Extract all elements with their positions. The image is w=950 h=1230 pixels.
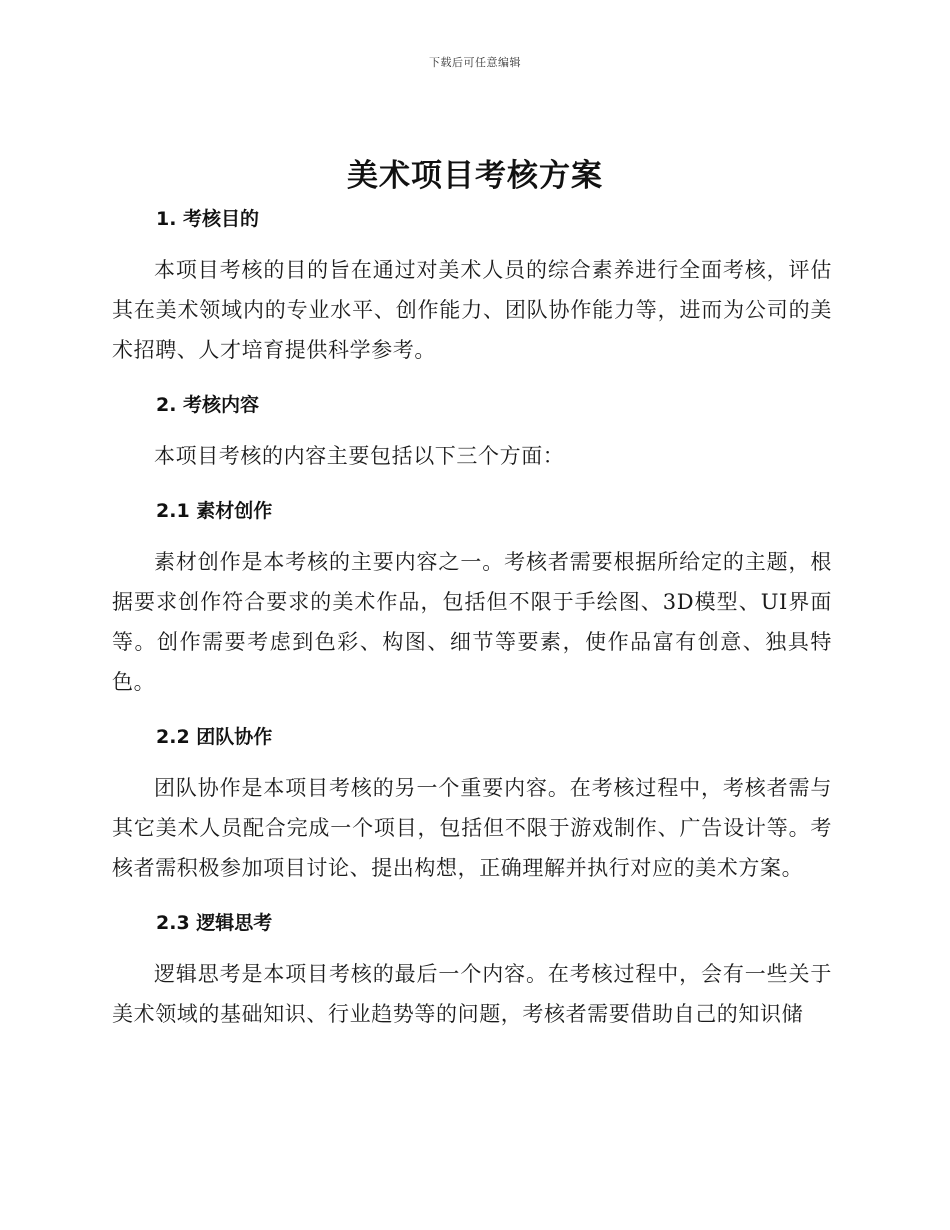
section-paragraph-material-creation: 素材创作是本考核的主要内容之一。考核者需要根据所给定的主题，根据要求创作符合要求的美术作品，包括但不限于手绘图、3D模型、UI界面等。创作需要考虑到色彩、构图、细节等要素，使作品富有创意、独具特色。 [112,550,832,694]
document-title: 美术项目考核方案 [347,158,603,194]
header-note: 下载后可任意编辑 [429,56,521,69]
section-paragraph-objective: 本项目考核的目的旨在通过对美术人员的综合素养进行全面考核，评估其在美术领域内的专业水平、创作能力、团队协作能力等，进而为公司的美术招聘、人才培育提供科学参考。 [112,258,832,362]
section-heading-teamwork: 2.2 团队协作 [156,726,273,748]
section-heading-content: 2. 考核内容 [156,394,260,416]
section-paragraph-logical-thinking: 逻辑思考是本项目考核的最后一个内容。在考核过程中，会有一些关于美术领域的基础知识、行业趋势等的问题，考核者需要借助自己的知识储 [112,962,832,1026]
section-paragraph-content: 本项目考核的内容主要包括以下三个方面： [154,444,565,468]
section-heading-objective: 1. 考核目的 [156,208,260,230]
section-paragraph-teamwork: 团队协作是本项目考核的另一个重要内容。在考核过程中，考核者需与其它美术人员配合完成一个项目，包括但不限于游戏制作、广告设计等。考核者需积极参加项目讨论、提出构想，正确理解并执行对应的美术方案。 [112,776,832,880]
section-heading-material-creation: 2.1 素材创作 [156,500,273,522]
document-body [112,200,832,1034]
section-heading-logical-thinking: 2.3 逻辑思考 [156,912,273,934]
